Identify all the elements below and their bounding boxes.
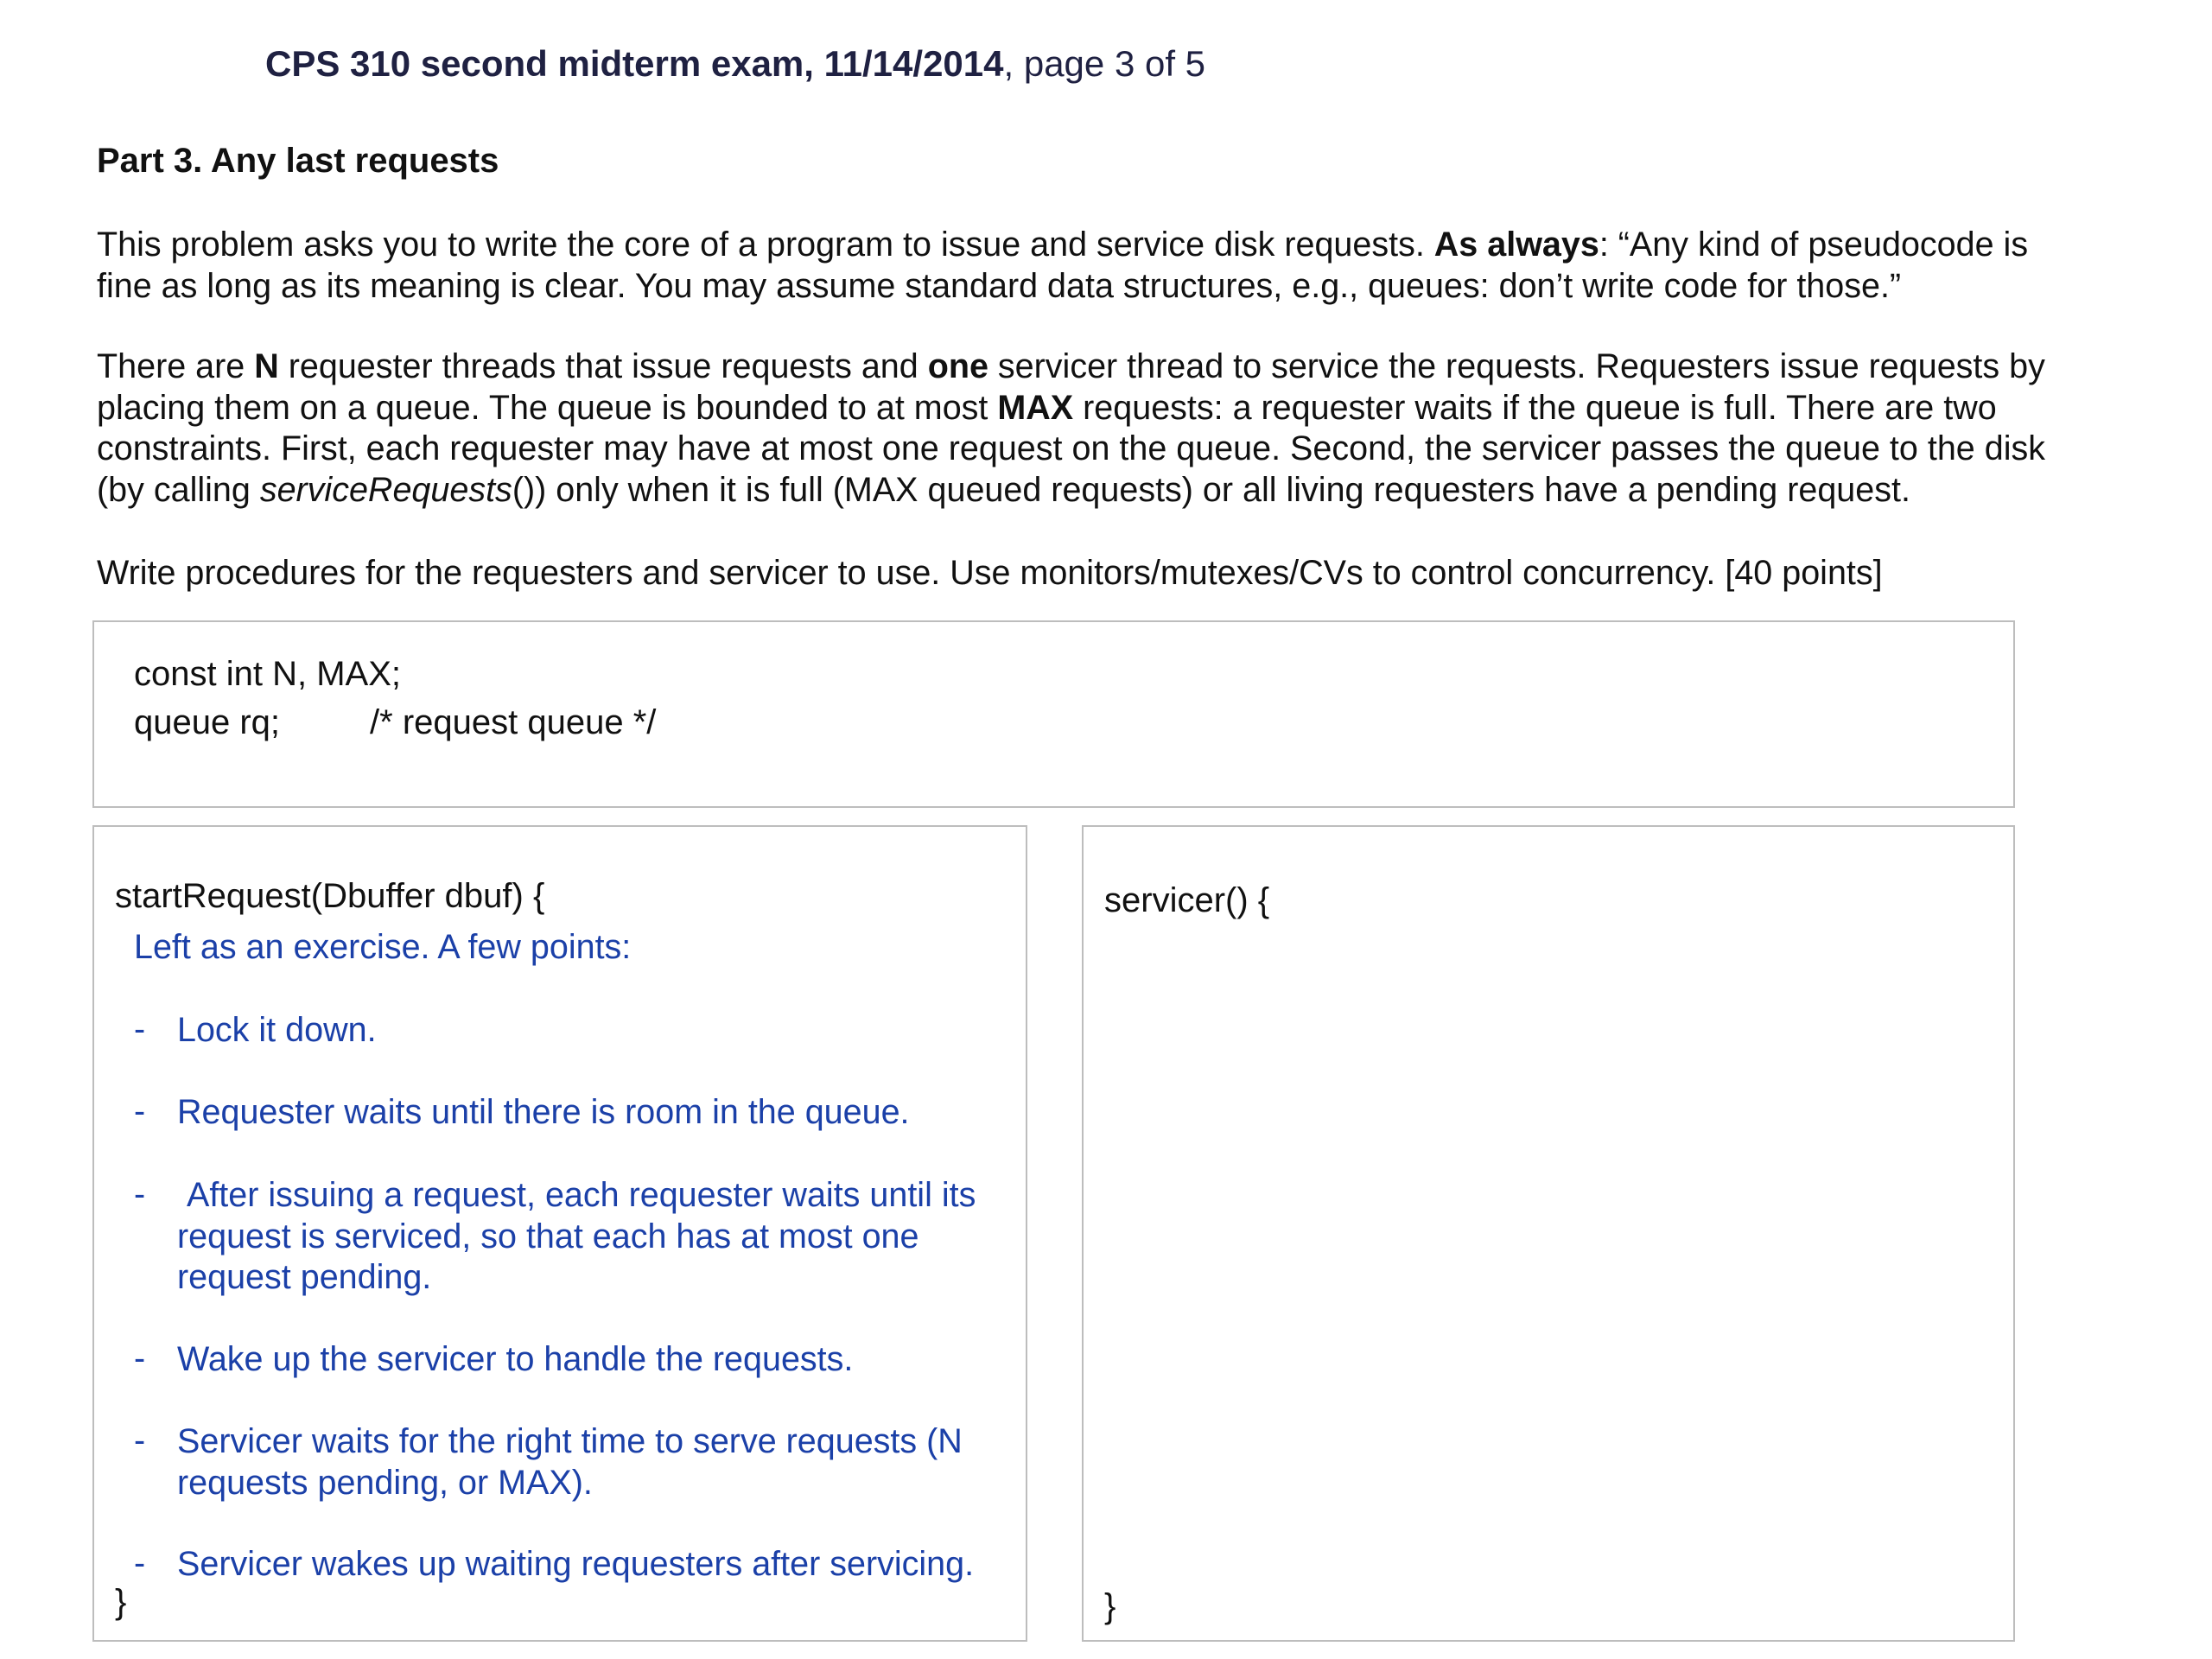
list-item: - Lock it down. [134, 1010, 998, 1052]
const-declaration: const int N, MAX; [134, 655, 401, 693]
exercise-note: Left as an exercise. A few points: [134, 928, 632, 966]
page-number: , page 3 of 5 [1003, 43, 1206, 84]
page-header [265, 43, 1205, 85]
list-item: - Requester waits until there is room in the queue. [134, 1092, 998, 1134]
intro-paragraph-2: There are N requester threads that issue requests and one servicer thread to service the requests. Requesters issue requests by placing them on a queue. The queue is bounded to at most MAX requests: a requester waits if the queue is full. There are two constraints. First, each requester may have at most one request on the queue. Second, the servicer passes the queue to the disk (by calling serviceRequests()) only when it is full (MAX queued requests) or all living requesters have a pending request. [97, 347, 2045, 509]
start-request-signature: startRequest(Dbuffer dbuf) { [115, 877, 545, 915]
intro-paragraph-1: This problem asks you to write the core of a program to issue and service disk requests. As always: “Any kind of pseudocode is fine as long as its meaning is clear. You may assume standard data structures, e.g., queues: don’t write code for those.” [97, 226, 2029, 305]
bullet-dash: - [134, 1421, 146, 1459]
bullet-dash: - [134, 1010, 146, 1048]
bullet-dash: - [134, 1544, 146, 1582]
servicer-signature: servicer() { [1104, 881, 1270, 919]
list-item: - After issuing a request, each requester waits until its request is serviced, so that each has at most one request pending. [134, 1175, 998, 1299]
service-requests-function: serviceRequests [259, 470, 512, 509]
instructions-paragraph: Write procedures for the requesters and servicer to use. Use monitors/mutexes/CVs to control concurrency. [40 points] [97, 554, 1883, 592]
servicer-close-brace: } [1104, 1587, 1116, 1625]
start-request-box [92, 825, 1027, 1642]
declarations-box [92, 620, 2015, 808]
n-emphasis: N [254, 347, 279, 385]
bullet-dash: - [134, 1339, 146, 1377]
queue-comment: /* request queue */ [370, 703, 657, 741]
list-item: - Wake up the servicer to handle the requests. [134, 1339, 998, 1381]
bullet-dash: - [134, 1092, 146, 1130]
list-item: - Servicer waits for the right time to serve requests (N requests pending, or MAX). [134, 1421, 998, 1503]
exam-title: CPS 310 second midterm exam, 11/14/2014 [265, 43, 1004, 84]
bullet-dash: - [134, 1175, 146, 1213]
as-always-emphasis: As always [1433, 226, 1599, 264]
max-emphasis: MAX [997, 388, 1074, 427]
servicer-box [1082, 825, 2015, 1642]
part-title: Part 3. Any last requests [97, 142, 499, 180]
list-item: - Servicer wakes up waiting requesters after servicing. [134, 1544, 1015, 1586]
one-emphasis: one [927, 347, 988, 385]
start-request-close-brace: } [115, 1583, 127, 1621]
queue-declaration: queue rq; /* request queue */ [134, 703, 657, 741]
